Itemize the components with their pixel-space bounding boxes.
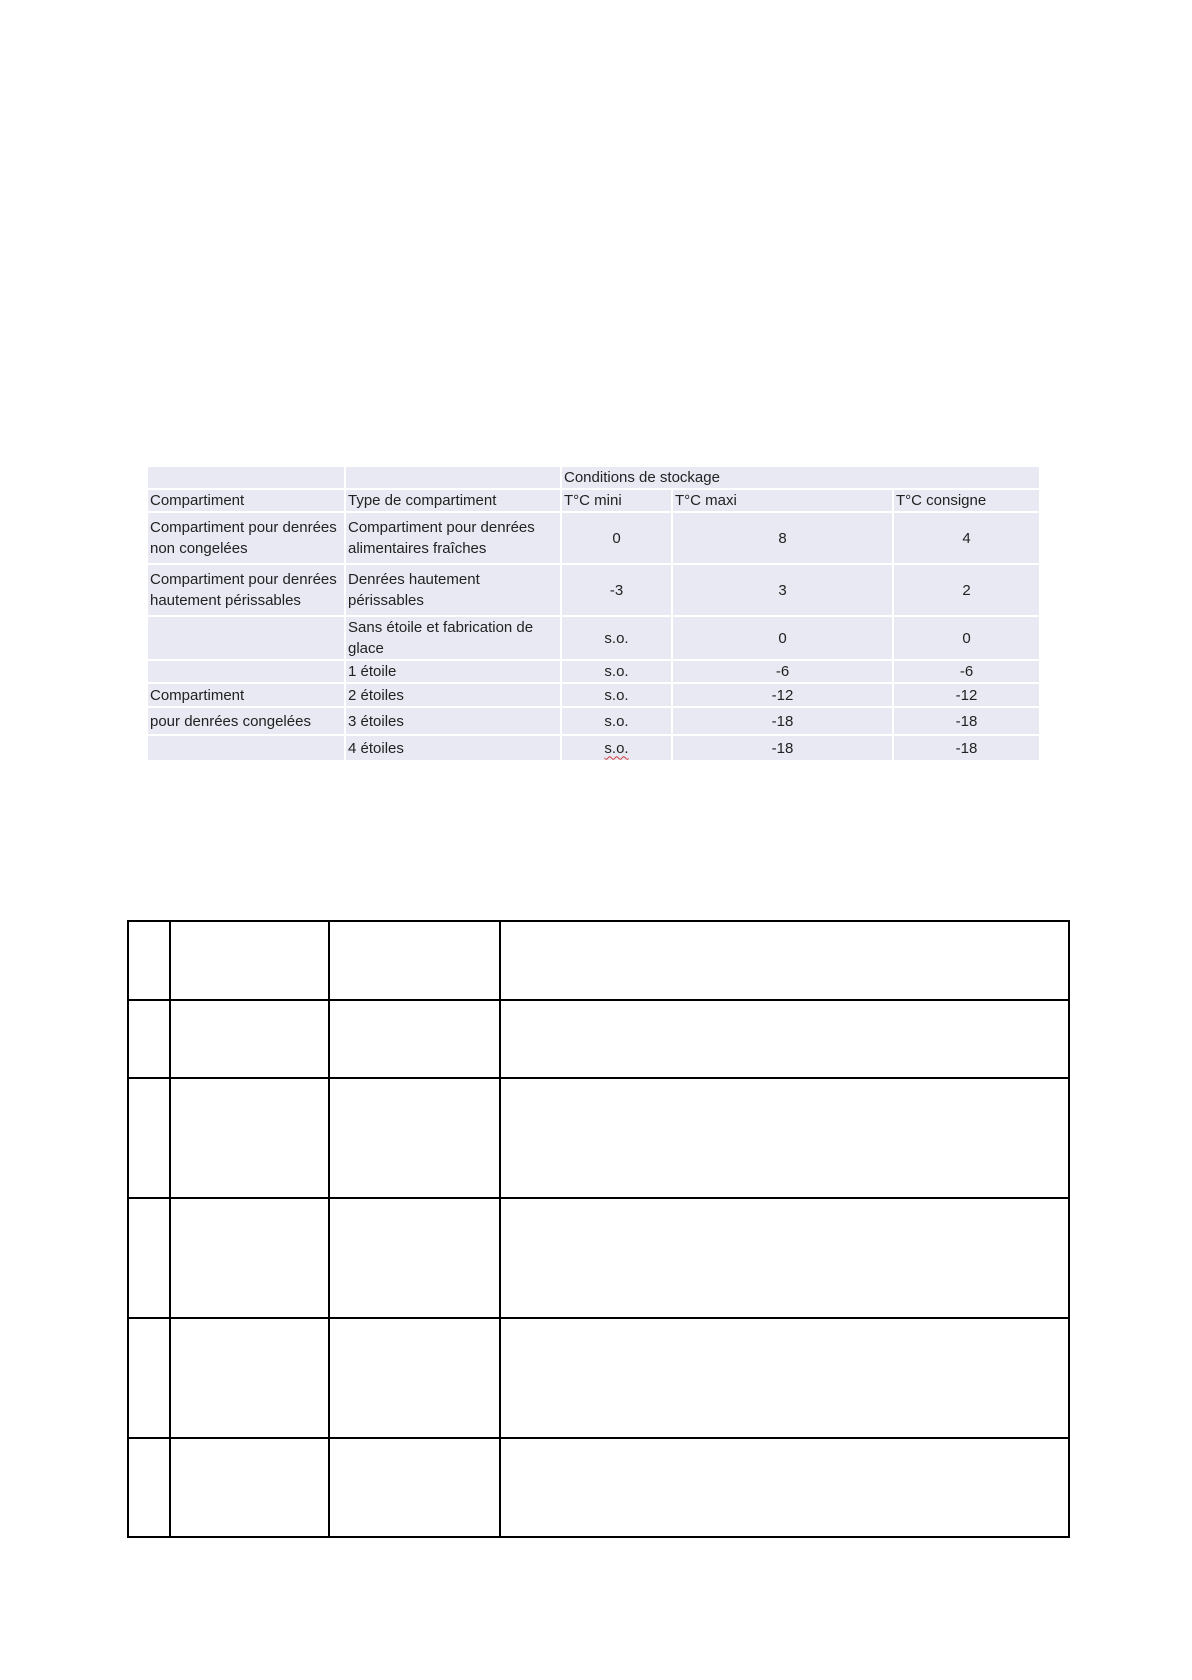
- cell-temp-max: -18: [673, 708, 892, 734]
- table-header-group-row: [148, 467, 1039, 488]
- header-empty-cell: [346, 467, 560, 488]
- table-row: [148, 684, 1039, 706]
- cell-temp-consigne: -12: [894, 684, 1039, 706]
- header-temp-max: T°C maxi: [673, 490, 892, 511]
- header-empty-cell: [148, 467, 344, 488]
- grid-cell: [500, 1198, 1069, 1318]
- grid-cell: [170, 1318, 329, 1438]
- grid-cell: [329, 1318, 500, 1438]
- table-row: [148, 617, 1039, 659]
- table-row: [148, 736, 1039, 760]
- grid-cell: [128, 1318, 170, 1438]
- cell-temp-min: 0: [562, 513, 671, 563]
- cell-temp-consigne: 0: [894, 617, 1039, 659]
- cell-compartiment: [148, 661, 344, 682]
- table-row: [148, 513, 1039, 563]
- cell-temp-min-wrapper: [562, 736, 671, 760]
- cell-type: 4 étoiles: [346, 736, 560, 760]
- grid-row: [128, 921, 1069, 1000]
- grid-cell: [329, 921, 500, 1000]
- grid-cell: [128, 1078, 170, 1198]
- header-type: Type de compartiment: [346, 490, 560, 511]
- empty-answer-grid: [127, 920, 1070, 1538]
- table-row: [148, 661, 1039, 682]
- cell-temp-max: 3: [673, 565, 892, 615]
- cell-temp-min: s.o.: [562, 617, 671, 659]
- table-header-row: [148, 490, 1039, 511]
- grid-cell: [170, 1078, 329, 1198]
- storage-conditions-table: [146, 465, 1041, 762]
- header-temp-consigne: T°C consigne: [894, 490, 1039, 511]
- grid-cell: [500, 1318, 1069, 1438]
- grid-cell: [329, 1438, 500, 1537]
- grid-row: [128, 1438, 1069, 1537]
- grid-cell: [128, 1198, 170, 1318]
- cell-temp-consigne: 4: [894, 513, 1039, 563]
- grid-cell: [170, 1438, 329, 1537]
- grid-row: [128, 1318, 1069, 1438]
- grid-cell: [128, 1438, 170, 1537]
- header-temp-min: T°C mini: [562, 490, 671, 511]
- cell-compartiment: Compartiment pour denrées hautement périssables: [148, 565, 344, 615]
- cell-compartiment: Compartiment pour denrées non congelées: [148, 513, 344, 563]
- cell-temp-consigne: -18: [894, 708, 1039, 734]
- cell-temp-max: -12: [673, 684, 892, 706]
- cell-compartiment: [148, 617, 344, 659]
- grid-cell: [329, 1198, 500, 1318]
- cell-temp-consigne: -6: [894, 661, 1039, 682]
- table-row: [148, 565, 1039, 615]
- grid-cell: [170, 1000, 329, 1078]
- grid-cell: [329, 1000, 500, 1078]
- cell-temp-min: s.o.: [604, 739, 629, 757]
- grid-cell: [500, 1078, 1069, 1198]
- grid-cell: [128, 921, 170, 1000]
- cell-type: Sans étoile et fabrication de glace: [346, 617, 560, 659]
- cell-temp-max: 8: [673, 513, 892, 563]
- grid-row: [128, 1000, 1069, 1078]
- cell-temp-consigne: 2: [894, 565, 1039, 615]
- grid-cell: [329, 1078, 500, 1198]
- grid-row: [128, 1078, 1069, 1198]
- table-row: [148, 708, 1039, 734]
- grid-row: [128, 1198, 1069, 1318]
- cell-type: 2 étoiles: [346, 684, 560, 706]
- cell-temp-min: s.o.: [562, 684, 671, 706]
- conditions-group-header: Conditions de stockage: [562, 467, 1039, 488]
- cell-temp-min: -3: [562, 565, 671, 615]
- cell-type: Compartiment pour denrées alimentaires fraîches: [346, 513, 560, 563]
- cell-temp-min: s.o.: [562, 708, 671, 734]
- cell-temp-min: s.o.: [562, 661, 671, 682]
- grid-cell: [128, 1000, 170, 1078]
- cell-temp-max: -6: [673, 661, 892, 682]
- cell-compartiment: [148, 736, 344, 760]
- grid-cell: [500, 1438, 1069, 1537]
- header-compartiment: Compartiment: [148, 490, 344, 511]
- grid-cell: [170, 1198, 329, 1318]
- cell-temp-consigne: -18: [894, 736, 1039, 760]
- grid-cell: [500, 1000, 1069, 1078]
- cell-compartiment: Compartiment: [148, 684, 344, 706]
- cell-compartiment: pour denrées congelées: [148, 708, 344, 734]
- cell-temp-max: -18: [673, 736, 892, 760]
- grid-cell: [170, 921, 329, 1000]
- cell-type: 1 étoile: [346, 661, 560, 682]
- cell-type: 3 étoiles: [346, 708, 560, 734]
- cell-type: Denrées hautement périssables: [346, 565, 560, 615]
- grid-cell: [500, 921, 1069, 1000]
- cell-temp-max: 0: [673, 617, 892, 659]
